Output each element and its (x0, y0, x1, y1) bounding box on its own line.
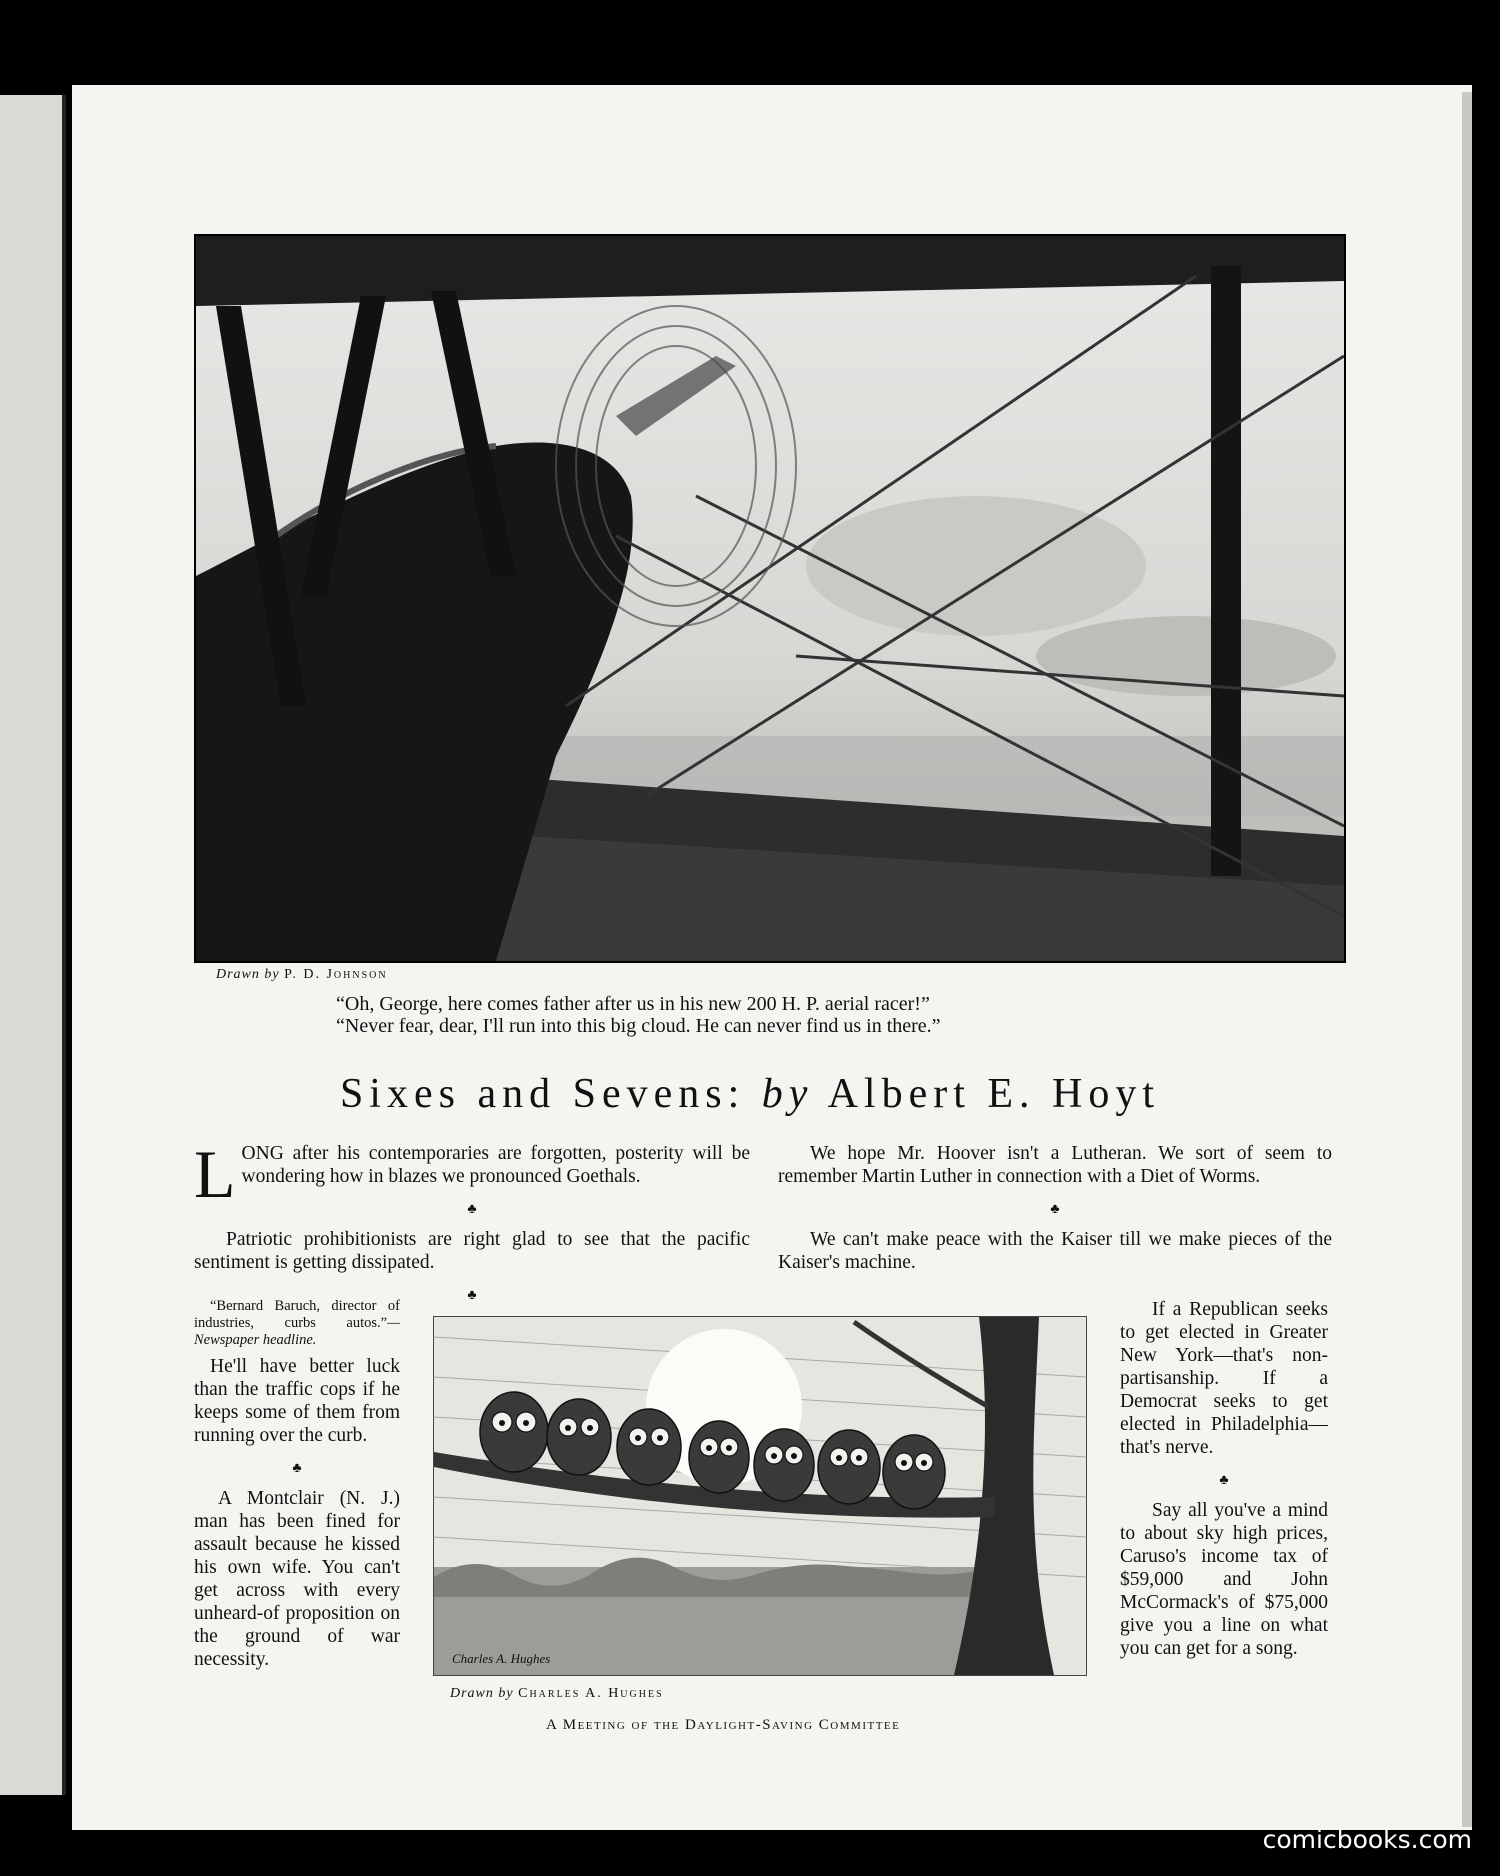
ornament-icon: ♣ (467, 1288, 477, 1303)
ornament-icon: ♣ (1219, 1473, 1229, 1488)
left-paragraph-1 (194, 1136, 750, 1212)
owls-signature: Charles A. Hughes (452, 1651, 551, 1666)
owls-illustration (433, 1316, 1087, 1676)
right-sidebar (1120, 1298, 1328, 1674)
top-caption-line-2: “Never fear, dear, I'll run into this big cloud. He can never find us in there.” (336, 1015, 941, 1037)
middle-credit-artist: Charles A. Hughes (518, 1686, 664, 1701)
ornament-icon: ♣ (1050, 1202, 1060, 1217)
middle-illustration-caption: A Meeting of the Daylight-Saving Committee (546, 1717, 901, 1733)
page-right-edge (1462, 92, 1472, 1827)
left-sidebar-paragraph-2: A Montclair (N. J.) man has been fined for assault because he kissed his own wife. You can't get across with every unheard-of proposition on the ground of war necessity. (194, 1488, 400, 1670)
credit-prefix: Drawn by (216, 967, 280, 982)
left-column (194, 1136, 750, 1314)
ornament-icon: ♣ (467, 1202, 477, 1217)
middle-illustration-credit (450, 1686, 664, 1702)
right-sidebar-paragraph-1: If a Republican seeks to get elected in Greater New York—that's non-partisanship. If a Democrat seeks to get elected in Philadelphia—that's nerve. (1120, 1299, 1328, 1458)
sidebar-quote-source: —Newspaper headline. (194, 1315, 400, 1348)
middle-credit-prefix: Drawn by (450, 1686, 514, 1701)
right-paragraph-2: We can't make peace with the Kaiser till we make pieces of the Kaiser's machine. (778, 1229, 1332, 1273)
drop-cap: L (194, 1136, 236, 1212)
right-paragraph-1: We hope Mr. Hoover isn't a Lutheran. We sort of seem to remember Martin Luther in connection with a Diet of Worms. (778, 1143, 1332, 1187)
left-paragraph-2: Patriotic prohibitionists are right glad to see that the pacific sentiment is getting dissipated. (194, 1229, 750, 1273)
right-sidebar-paragraph-2: Say all you've a mind to about sky high prices, Caruso's income tax of $59,000 and John McCormack's of $75,000 give you a line on what you can get for a song. (1120, 1500, 1328, 1659)
left-sidebar (194, 1298, 400, 1685)
headline-by: by (761, 1071, 814, 1117)
biplane-illustration (194, 234, 1346, 963)
top-caption-line-1: “Oh, George, here comes father after us in his new 200 H. P. aerial racer!” (336, 993, 930, 1015)
headline-title: Sixes and Sevens: (339, 1071, 746, 1117)
biplane-drawing (196, 236, 1344, 961)
ornament-icon: ♣ (292, 1461, 302, 1476)
sidebar-quote-text: “Bernard Baruch, director of industries, curbs autos.” (194, 1298, 400, 1331)
sidebar-quote (194, 1298, 400, 1349)
left-sidebar-paragraph-1: He'll have better luck than the traffic cops if he keeps some of them from running over the curb. (194, 1356, 400, 1446)
owls-drawing (434, 1317, 1086, 1675)
top-illustration-credit (216, 967, 388, 983)
left-paragraph-1-text: ONG after his contemporaries are forgotten, posterity will be wondering how in blazes we pronounced Goethals. (241, 1143, 750, 1187)
site-watermark: comicbooks.com (1262, 1825, 1472, 1854)
left-page-edge (0, 95, 66, 1795)
article-headline (150, 1070, 1350, 1118)
headline-author: Albert E. Hoyt (827, 1071, 1161, 1117)
credit-artist: P. D. Johnson (284, 967, 388, 982)
right-column (778, 1142, 1332, 1288)
